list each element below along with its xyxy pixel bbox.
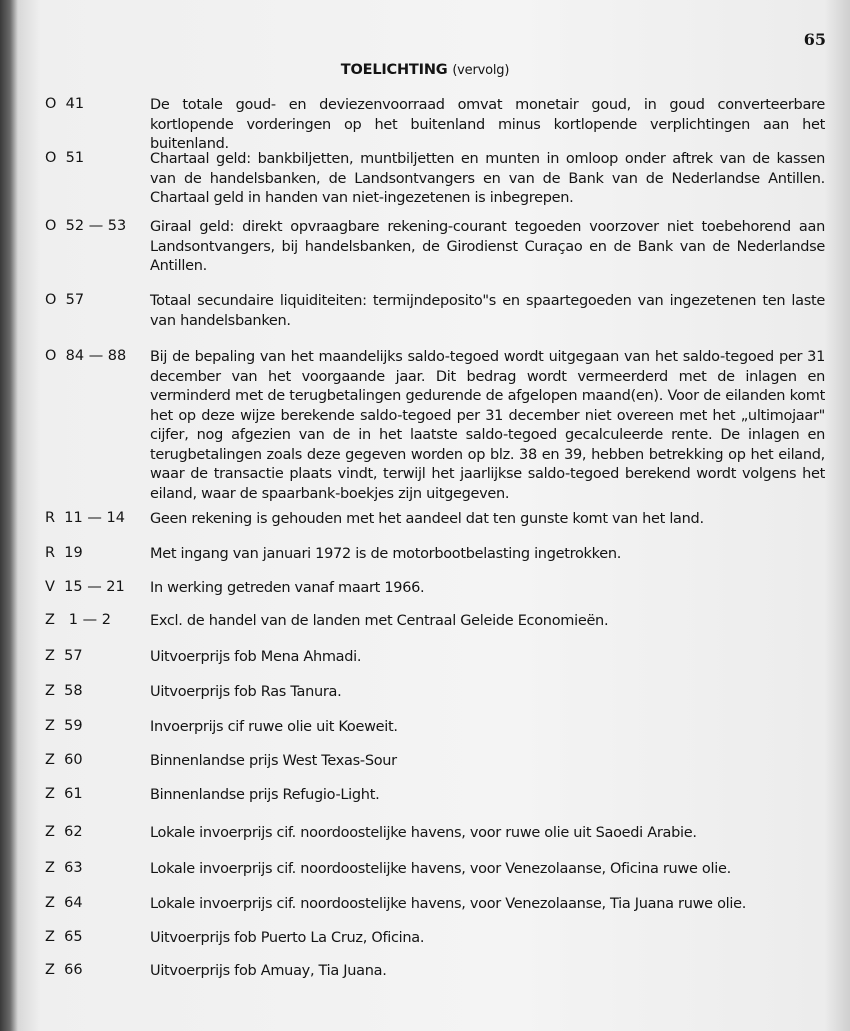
note-code: Z 57 — [45, 648, 83, 664]
note-code: R 19 — [45, 545, 83, 561]
note-text: Uitvoerprijs fob Amuay, Tia Juana. — [150, 963, 387, 979]
note-text: Giraal geld: direkt opvraagbare rekening-courant tegoeden voorzover niet toebehorend aan Landsontvangers, bij handelsbanken, de Girodienst Curaçao en de Bank van de Nederlandse Antillen. — [150, 219, 825, 274]
note-code: Z 66 — [45, 962, 83, 978]
note-text: De totale goud- en deviezenvoorraad omvat monetair goud, in goud converteerbare kortlopende vorderingen op het buitenland minus kortlopende verplichtingen aan het buitenland. — [150, 97, 825, 152]
note-code: O 52 — 53 — [45, 218, 127, 234]
note-text: Uitvoerprijs fob Puerto La Cruz, Oficina. — [150, 930, 425, 946]
note-code: Z 60 — [45, 752, 83, 768]
note-code: V 15 — 21 — [45, 579, 125, 595]
note-code: O 41 — [45, 96, 85, 112]
note-text: Uitvoerprijs fob Ras Tanura. — [150, 684, 342, 700]
title-sub: (vervolg) — [452, 63, 510, 78]
note-code: Z 65 — [45, 929, 83, 945]
note-code: Z 62 — [45, 824, 83, 840]
note-code: Z 1 — 2 — [45, 612, 111, 628]
title-main: TOELICHTING — [340, 62, 448, 78]
note-text: Lokale invoerprijs cif. noordoostelijke havens, voor ruwe olie uit Saoedi Arabie. — [150, 825, 697, 841]
note-text: Totaal secundaire liquiditeiten: termijndeposito"s en spaartegoeden van ingezetenen ten laste van handelsbanken. — [150, 293, 825, 329]
note-code: O 51 — [45, 150, 85, 166]
note-code: Z 64 — [45, 895, 83, 911]
page-title — [0, 62, 850, 78]
note-text: Geen rekening is gehouden met het aandeel dat ten gunste komt van het land. — [150, 511, 704, 527]
note-text: Bij de bepaling van het maandelijks saldo-tegoed wordt uitgegaan van het saldo-tegoed per 31 december van het voorgaande jaar. Dit bedrag wordt vermeerderd met de inlagen en verminderd met de terugbetalingen gedurende de afgelopen maand(en). Voor de eilanden komt het op deze wijze berekende saldo-tegoed per 31 december niet overeen met het „ultimojaar" cijfer, nog afgezien van de in het laatste saldo-tegoed gecalculeerde rente. De inlagen en terugbetalingen zoals deze gegeven worden op blz. 38 en 39, hebben betrekking op het eiland, waar de transactie plaats vindt, terwijl het jaarlijkse saldo-tegoed berekend wordt volgens het eiland, waar de spaarbank-boekjes zijn uitgegeven. — [150, 349, 825, 502]
note-text: Met ingang van januari 1972 is de motorbootbelasting ingetrokken. — [150, 546, 622, 562]
note-text: Invoerprijs cif ruwe olie uit Koeweit. — [150, 719, 398, 735]
page-number: 65 — [803, 30, 826, 49]
note-text: Uitvoerprijs fob Mena Ahmadi. — [150, 649, 362, 665]
note-code: O 84 — 88 — [45, 348, 127, 364]
note-code: Z 59 — [45, 718, 83, 734]
note-code: Z 61 — [45, 786, 83, 802]
note-code: Z 58 — [45, 683, 83, 699]
note-code: O 57 — [45, 292, 85, 308]
note-text: Binnenlandse prijs West Texas-Sour — [150, 753, 397, 769]
note-code: R 11 — 14 — [45, 510, 125, 526]
note-text: Lokale invoerprijs cif. noordoostelijke havens, voor Venezolaanse, Tia Juana ruwe olie. — [150, 896, 747, 912]
note-text: Binnenlandse prijs Refugio-Light. — [150, 787, 380, 803]
note-code: Z 63 — [45, 860, 83, 876]
note-text: Chartaal geld: bankbiljetten, muntbiljetten en munten in omloop onder aftrek van de kassen van de handelsbanken, de Landsontvangers en van de Bank van de Nederlandse Antillen. Chartaal geld in handen van niet-ingezetenen is inbegrepen. — [150, 151, 825, 206]
note-text: Excl. de handel van de landen met Centraal Geleide Economieën. — [150, 613, 609, 629]
note-text: Lokale invoerprijs cif. noordoostelijke havens, voor Venezolaanse, Oficina ruwe olie. — [150, 861, 731, 877]
note-text: In werking getreden vanaf maart 1966. — [150, 580, 425, 596]
